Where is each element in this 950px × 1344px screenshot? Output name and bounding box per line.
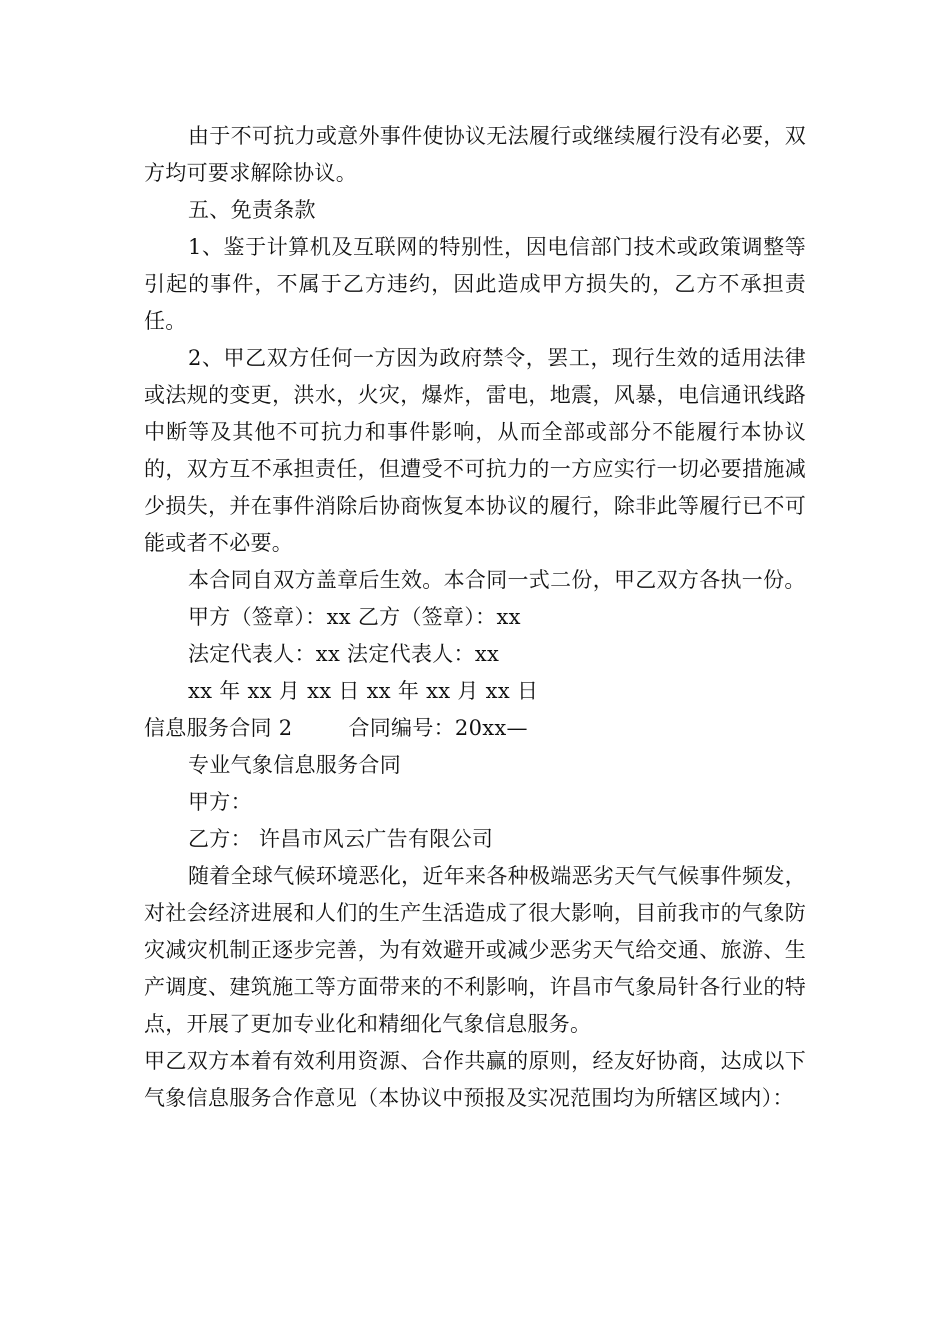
paragraph-disclaimer-2: 2、甲乙双方任何一方因为政府禁令，罢工，现行生效的适用法律或法规的变更，洪水，火灾，爆炸，雷电，地震，风暴，电信通讯线路中断等及其他不可抗力和事件影响，从而全部或部分不能履行本协议的，双方互不承担责任，但遭受不可抗力的一方应实行一切必要措施减少损失，并在事件消除后协商恢复本协议的履行，除非此等履行已不可能或者不必要。 xyxy=(144,346,806,555)
second-contract-heading xyxy=(144,710,806,747)
section-heading-disclaimer: 五、免责条款 xyxy=(188,198,316,222)
second-contract-title: 信息服务合同 2 xyxy=(144,716,293,740)
contract-number: 合同编号：20xx— xyxy=(348,716,528,740)
signature-line: 甲方（签章）：xx 乙方（签章）：xx xyxy=(188,605,521,629)
date-line: xx 年 xx 月 xx 日 xx 年 xx 月 xx 日 xyxy=(188,679,539,703)
party-b-line: 乙方： 许昌市风云广告有限公司 xyxy=(188,827,494,851)
paragraph-effective-clause: 本合同自双方盖章后生效。本合同一式二份，甲乙双方各执一份。 xyxy=(188,568,806,592)
paragraph-force-majeure-termination: 由于不可抗力或意外事件使协议无法履行或继续履行没有必要，双方均可要求解除协议。 xyxy=(144,124,806,185)
party-a-line: 甲方： xyxy=(188,790,252,814)
paragraph-background: 随着全球气候环境恶化，近年来各种极端恶劣天气气候事件频发，对社会经济进展和人们的生产生活造成了很大影响，目前我市的气象防灾减灾机制正逐步完善，为有效避开或减少恶劣天气给交通、旅游、生产调度、建筑施工等方面带来的不利影响，许昌市气象局针各行业的特点，开展了更加专业化和精细化气象信息服务。 xyxy=(144,864,806,1036)
contract-name: 专业气象信息服务合同 xyxy=(188,753,401,777)
document-body xyxy=(144,118,806,1117)
paragraph-cooperation-intent: 甲乙双方本着有效利用资源、合作共赢的原则，经友好协商，达成以下气象信息服务合作意见（本协议中预报及实况范围均为所辖区域内）： xyxy=(144,1049,806,1110)
paragraph-disclaimer-1: 1、鉴于计算机及互联网的特别性，因电信部门技术或政策调整等引起的事件，不属于乙方违约，因此造成甲方损失的，乙方不承担责任。 xyxy=(144,235,806,333)
legal-representative-line: 法定代表人：xx 法定代表人：xx xyxy=(188,642,500,666)
